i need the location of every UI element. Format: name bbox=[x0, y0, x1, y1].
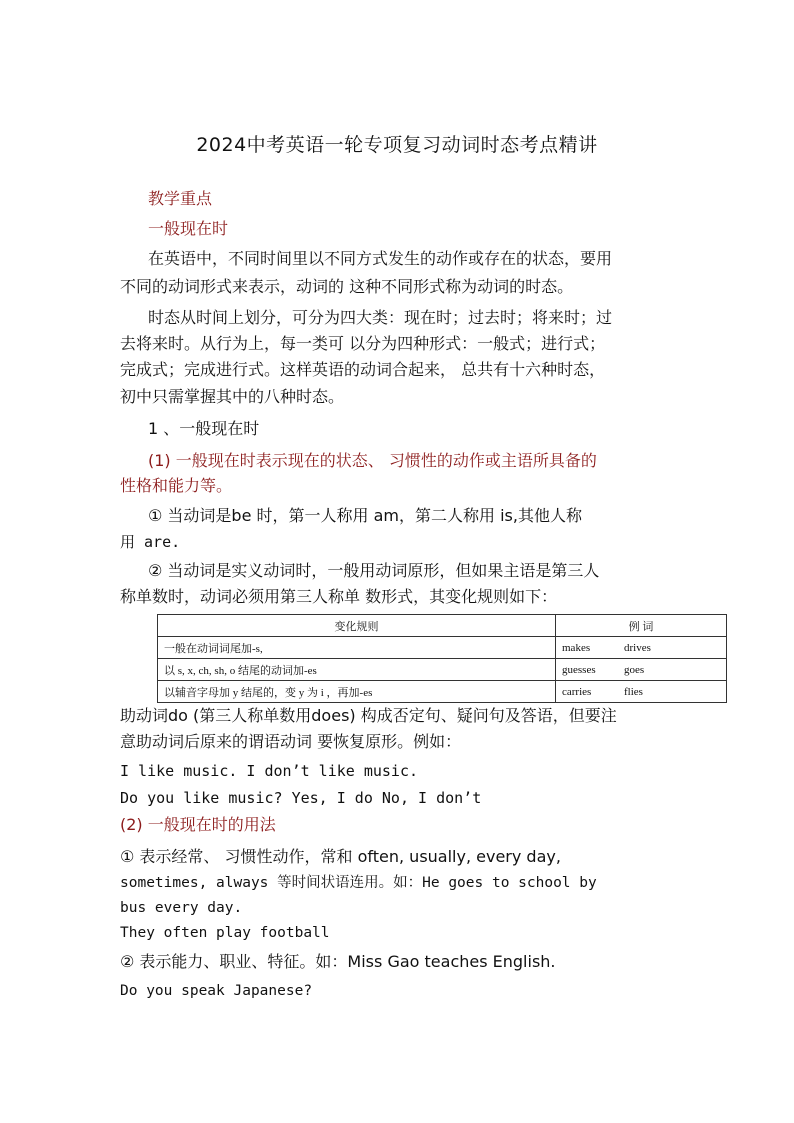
para2-line4: 初中只需掌握其中的八种时态。 bbox=[120, 387, 345, 406]
point1-line2: 性格和能力等。 bbox=[120, 476, 233, 495]
table-cell-rule: 以 s, x, ch, sh, o 结尾的动词加-es bbox=[158, 659, 556, 681]
table-header-row bbox=[158, 615, 727, 637]
rule-verb-line2: 称单数时，动词必须用第三人称单 数形式，其变化规则如下： bbox=[120, 587, 558, 606]
aux-line2: 意助动词后原来的谓语动词 要恢复原形。例如： bbox=[120, 732, 462, 751]
table-cell-example bbox=[556, 659, 727, 681]
table-cell-example bbox=[556, 681, 727, 703]
section-heading: 教学重点 bbox=[148, 189, 213, 208]
aux-line1: 助动词do (第三人称单数用does) 构成否定句、疑问句及答语，但要注 bbox=[120, 706, 617, 725]
conjugation-table bbox=[157, 614, 727, 703]
example-word: makes bbox=[562, 641, 591, 654]
point1-line1: (1) 一般现在时表示现在的状态、 习惯性的动作或主语所具备的 bbox=[148, 451, 597, 470]
example-word: carries bbox=[562, 685, 592, 698]
table-cell-rule: 以辅音字母加 y 结尾的，变 y 为 i ，再加-es bbox=[158, 681, 556, 703]
example-word: guesses bbox=[562, 663, 596, 676]
usage1-line3: bus every day. bbox=[120, 900, 243, 916]
para1-line1: 在英语中，不同时间里以不同方式发生的动作或存在的状态，要用 bbox=[148, 249, 613, 268]
usage2-line1: ② 表示能力、职业、特征。如：Miss Gao teaches English. bbox=[120, 952, 556, 971]
rule-be-line2: 用 are. bbox=[120, 533, 181, 551]
example-word: goes bbox=[624, 663, 645, 676]
usage1-line1: ① 表示经常、 习惯性动作，常和 often, usually, every day, bbox=[120, 847, 561, 866]
para2-line2: 去将来时。从行为上，每一类可 以分为四种形式：一般式；进行式； bbox=[120, 334, 606, 353]
page-title: 2024中考英语一轮专项复习动词时态考点精讲 bbox=[196, 134, 598, 156]
table-cell-rule: 一般在动词词尾加-s, bbox=[158, 637, 556, 659]
para1-line2: 不同的动词形式来表示，动词的 这种不同形式称为动词的时态。 bbox=[120, 277, 574, 296]
rule-be-line1: ① 当动词是be 时，第一人称用 am，第二人称用 is,其他人称 bbox=[148, 506, 582, 525]
usage2-line2: Do you speak Japanese? bbox=[120, 983, 313, 999]
table-row bbox=[158, 637, 727, 659]
example-sentence-1: I like music. I don’t like music. bbox=[120, 762, 419, 780]
para2-line1: 时态从时间上划分，可分为四大类：现在时；过去时；将来时；过 bbox=[148, 308, 613, 327]
table-row bbox=[158, 659, 727, 681]
item-1: 1 、一般现在时 bbox=[148, 419, 260, 438]
table-row bbox=[158, 681, 727, 703]
table-cell-example bbox=[556, 637, 727, 659]
example-word: drives bbox=[624, 641, 651, 654]
para2-line3: 完成式；完成进行式。这样英语的动词合起来， 总共有十六种时态， bbox=[120, 360, 606, 379]
rule-verb-line1: ② 当动词是实义动词时，一般用动词原形，但如果主语是第三人 bbox=[148, 561, 600, 580]
example-word: flies bbox=[624, 685, 643, 698]
table-header-example: 例 词 bbox=[556, 615, 727, 637]
table-header-rule: 变化规则 bbox=[158, 615, 556, 637]
usage1-line4: They often play football bbox=[120, 925, 330, 941]
example-sentence-2: Do you like music? Yes, I do No, I don’t bbox=[120, 789, 482, 807]
subheading: 一般现在时 bbox=[148, 219, 229, 238]
usage1-line2: sometimes, always 等时间状语连用。如：He goes to school by bbox=[120, 875, 597, 891]
point2-heading: (2) 一般现在时的用法 bbox=[120, 815, 276, 834]
